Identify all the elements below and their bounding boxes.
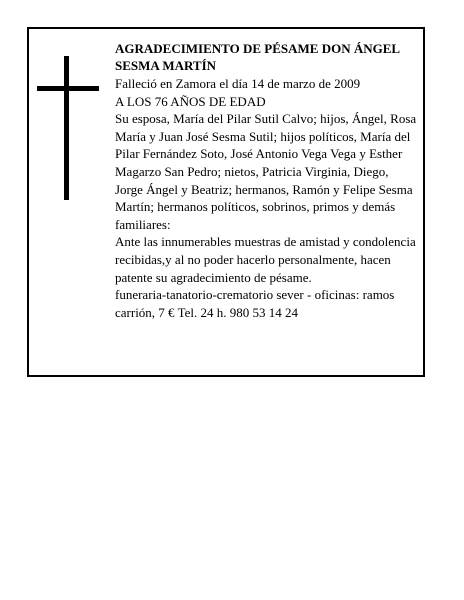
- cross-horizontal-bar: [37, 86, 99, 91]
- notice-text: [115, 40, 419, 321]
- thanks-paragraph: Ante las innumerables muestras de amistad y condolencia recibidas,y al no poder hacerlo personalmente, hacen patente su agradecimiento de pésame.: [115, 234, 416, 285]
- obituary-notice: [27, 27, 425, 377]
- death-date-line: Falleció en Zamora el día 14 de marzo de 2009: [115, 76, 361, 91]
- funeral-home-paragraph: funeraria-tanatorio-crematorio sever - oficinas: ramos carrión, 7 € Tel. 24 h. 980 53 14 24: [115, 287, 395, 320]
- family-paragraph: Su esposa, María del Pilar Sutil Calvo; hijos, Ángel, Rosa María y Juan José Sesma Sutil; hijos políticos, María del Pilar Fernández Soto, José Antonio Vega Vega y Esther Magarzo San Pedro; nietos, Patricia Virginia, Diego, Jorge Ángel y Beatriz; hermanos, Ramón y Felipe Sesma Martín; hermanos políticos, sobrinos, primos y demás familiares:: [115, 111, 417, 232]
- cross-vertical-bar: [64, 56, 69, 200]
- notice-title: AGRADECIMIENTO DE PÉSAME DON ÁNGEL SESMA MARTÍN: [115, 41, 400, 73]
- age-line: A LOS 76 AÑOS DE EDAD: [115, 93, 266, 109]
- cross-icon: [37, 56, 99, 200]
